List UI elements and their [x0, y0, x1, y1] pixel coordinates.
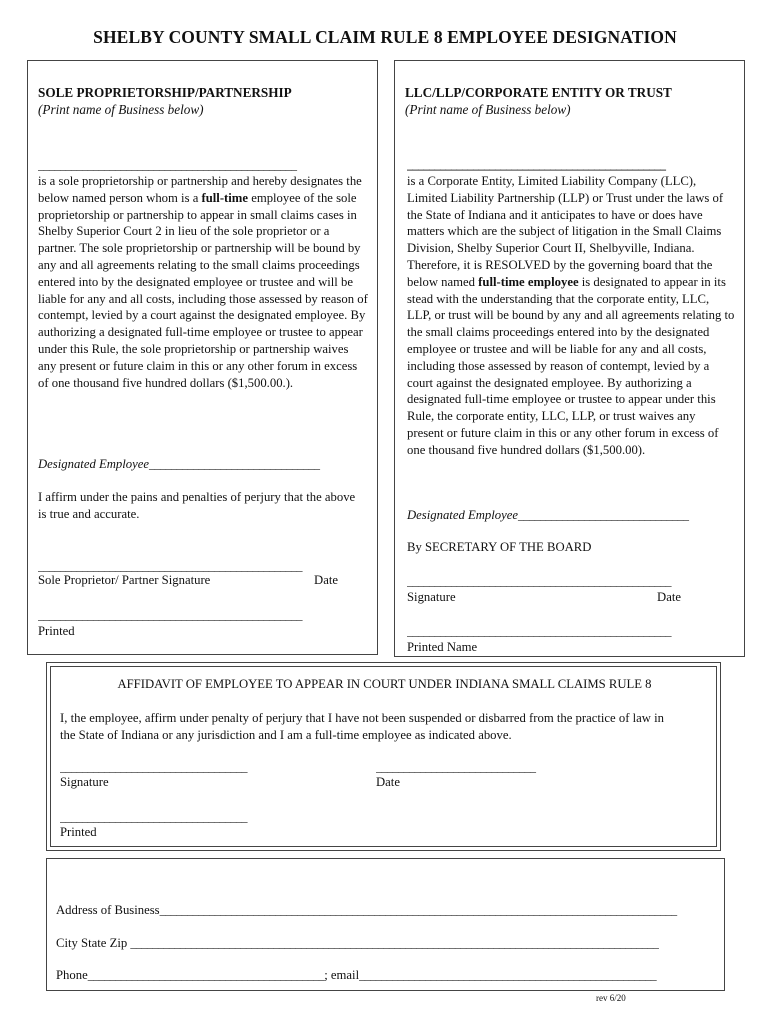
affidavit-printed-label: Printed	[60, 825, 97, 839]
right-designation-text	[407, 173, 735, 459]
left-affirm-text: I affirm under the pains and penalties of perjury that the above is true and accurate.	[38, 490, 356, 521]
left-designation-text	[38, 173, 368, 391]
left-designated-employee-field[interactable]: _______________________________	[148, 457, 320, 471]
right-date-label: Date	[657, 590, 681, 604]
left-para-part-2: employee of the sole proprietorship or partnership to appear in small claims cases in Shelby Superior Court 2 in lieu of the sole proprietor or a partner. The sole proprietorship or partnership will be bound by any and all agreements relating to the small claims proceedings entered into by the designated employee or trustee and will be liable for any and all costs, including those assessed by reason of contempt, levied by a court against the designated employee. By authorizing a designated full-time employee or trustee to appear under this Rule, the sole proprietorship or partnership waives any present or future claim in this or any other forum in excess of one thousand five hundred dollars ($1,500.00.).	[38, 190, 368, 390]
left-printed-label: Printed	[38, 624, 75, 638]
right-para-part-2: is designated to appear in its stead with the understanding that the corporate entity, LLC, LLP, or trust will be bound by any and all agreements relating to the small claims proceedings entered into by the designated employee or trustee and will be liable for any and all costs, including those assessed by reason of contempt, levied by a court against the designated employee. By authorizing a designated full-time employee or trustee to appear under this Rule, the corporate entity, LLC, LLP, or trust waives any present or future claim in this or any other forum in excess of one thousand five hundred dollars ($1,500.00).	[407, 274, 735, 457]
right-para-bold: full-time employee	[478, 274, 579, 289]
right-designated-employee-row	[407, 508, 688, 523]
left-subheading: (Print name of Business below)	[38, 102, 204, 117]
affidavit-printed-field[interactable]: __________________________________	[60, 810, 247, 824]
revision-note: rev 6/20	[596, 993, 626, 1003]
left-signature-field[interactable]: ________________________________________________	[38, 559, 302, 573]
right-signature-label: Signature	[407, 590, 456, 604]
corporate-entity-section	[394, 60, 745, 657]
business-contact-section	[46, 858, 725, 991]
affidavit-signature-field[interactable]: __________________________________	[60, 760, 247, 774]
city-field[interactable]: ________________________________________________________________________________________________	[130, 936, 659, 950]
affidavit-section	[46, 662, 721, 851]
right-signature-field[interactable]: ________________________________________________	[407, 574, 671, 588]
right-business-name-field[interactable]: _______________________________________________	[407, 158, 666, 172]
left-date-label: Date	[314, 573, 338, 587]
address-row	[56, 903, 711, 918]
right-designated-employee-label: Designated Employee	[407, 508, 518, 522]
email-field[interactable]: ______________________________________________________	[359, 968, 657, 982]
phone-field[interactable]: ___________________________________________	[87, 968, 325, 982]
affidavit-date-field[interactable]: _____________________________	[376, 760, 536, 774]
affidavit-date-label: Date	[376, 775, 400, 789]
phone-label: Phone	[56, 968, 88, 982]
phone-email-row	[56, 968, 713, 983]
email-label: ; email	[324, 968, 360, 982]
left-designated-employee-row	[38, 457, 319, 472]
right-heading: LLC/LLP/CORPORATE ENTITY OR TRUST	[405, 85, 672, 100]
affidavit-inner-border	[50, 666, 717, 847]
right-designated-employee-field[interactable]: _______________________________	[517, 508, 689, 522]
left-para-part-1: is a sole proprietorship or partnership and hereby designates the below named person whom is a	[38, 174, 362, 205]
right-para-part-1: is a Corporate Entity, Limited Liability Company (LLC), Limited Liability Partnership (LLP) or Trust under the laws of the State of Indiana and it anticipates to have or does have matters which are the subject of litigation in the Small Claims Division, Shelby Superior Court II, Shelbyville, Indiana. Therefore, it is RESOLVED by the governing board that the below named	[407, 174, 724, 289]
page-title: SHELBY COUNTY SMALL CLAIM RULE 8 EMPLOYEE DESIGNATION	[93, 27, 677, 47]
left-para-bold: full-time	[201, 190, 249, 205]
left-signature-label: Sole Proprietor/ Partner Signature	[38, 573, 211, 587]
right-signature-labels	[407, 590, 681, 605]
affidavit-signature-label: Signature	[60, 775, 109, 789]
sole-proprietorship-section	[27, 60, 378, 655]
left-signature-labels	[38, 573, 338, 588]
affidavit-text: I, the employee, affirm under penalty of perjury that I have not been suspended or disbarred from the practice of law in the State of Indiana or any jurisdiction and I am a full-time employee as indicated above.	[60, 711, 664, 742]
address-field[interactable]: ______________________________________________________________________________________________	[159, 903, 677, 917]
city-label: City State Zip	[56, 936, 131, 950]
left-heading: SOLE PROPRIETORSHIP/PARTNERSHIP	[38, 85, 292, 100]
address-label: Address of Business	[56, 903, 160, 917]
city-row	[56, 936, 713, 951]
right-by-secretary: By SECRETARY OF THE BOARD	[407, 540, 592, 554]
left-designated-employee-label: Designated Employee	[38, 457, 149, 471]
right-subheading: (Print name of Business below)	[405, 102, 571, 117]
right-printed-field[interactable]: ________________________________________________	[407, 624, 671, 638]
right-printed-label: Printed Name	[407, 640, 478, 654]
left-business-name-field[interactable]: _______________________________________________	[38, 158, 297, 172]
affidavit-heading: AFFIDAVIT OF EMPLOYEE TO APPEAR IN COURT UNDER INDIANA SMALL CLAIMS RULE 8	[117, 677, 652, 691]
left-printed-field[interactable]: ________________________________________________	[38, 608, 302, 622]
